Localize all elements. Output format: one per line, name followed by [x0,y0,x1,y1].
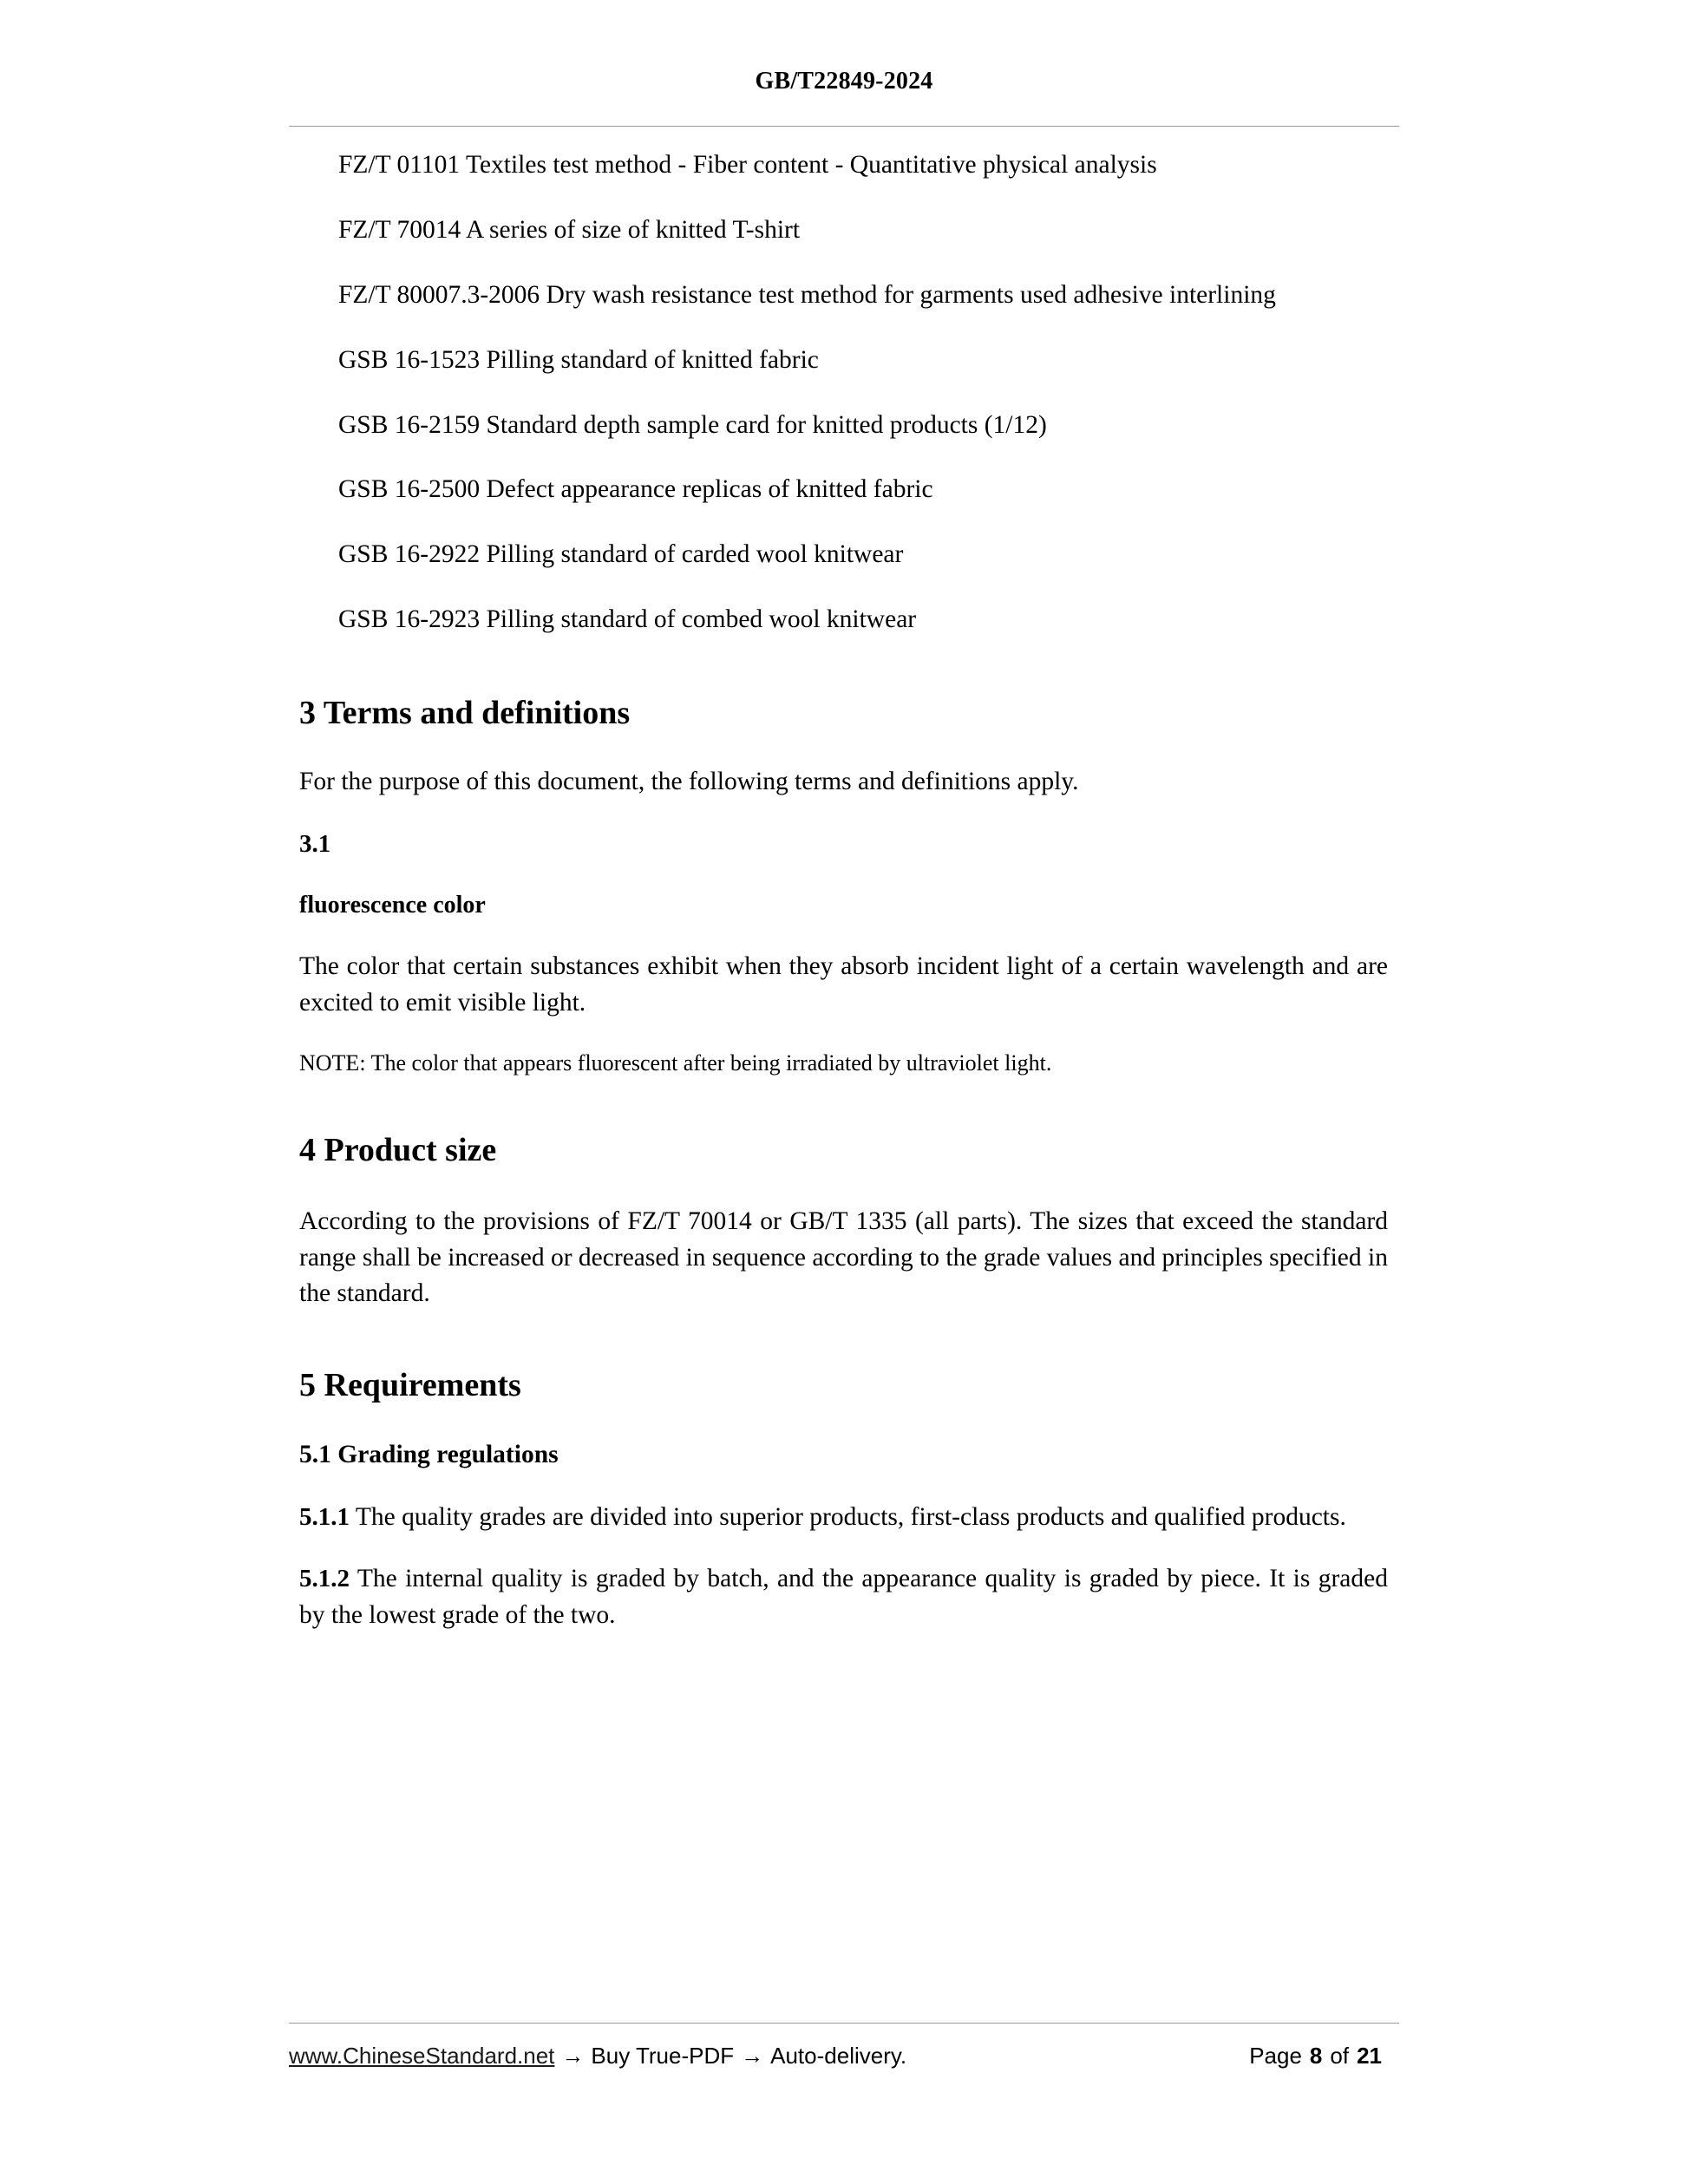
reference-item: GSB 16-2922 Pilling standard of carded wool knitwear [338,540,904,569]
of-label: of [1330,2043,1350,2069]
total-pages: 21 [1357,2043,1382,2069]
clause-number: 5.1.2 [299,1565,350,1593]
clause-number: 5.1.1 [299,1502,350,1531]
term-number: 3.1 [299,830,331,859]
reference-item: GSB 16-2923 Pilling standard of combed wool knitwear [338,605,917,634]
reference-item: FZ/T 01101 Textiles test method - Fiber content - Quantitative physical analysis [338,151,1157,179]
clause-5-1-2 [299,1561,1388,1634]
section-heading-requirements: 5 Requirements [299,1367,521,1404]
clause-text: The internal quality is graded by batch, and the appearance quality is graded by piece. It is graded by the lowest grade of the two. [299,1565,1388,1630]
term-definition: The color that certain substances exhibit when they absorb incident light of a certain wavelength and are excited to emit visible light. [299,952,1388,1017]
reference-item: GSB 16-1523 Pilling standard of knitted fabric [338,345,819,374]
reference-item: FZ/T 70014 A series of size of knitted T-shirt [338,215,801,244]
clause-text: The quality grades are divided into superior products, first-class products and qualified products. [350,1502,1346,1531]
page-number: 8 [1309,2043,1323,2069]
reference-item: GSB 16-2159 Standard depth sample card for knitted products (1/12) [338,410,1047,439]
terms-intro-paragraph: For the purpose of this document, the following terms and definitions apply. [299,768,1079,796]
reference-item: FZ/T 80007.3-2006 Dry wash resistance test method for garments used adhesive interlining [338,280,1276,309]
product-size-paragraph: According to the provisions of FZ/T 70014 or GB/T 1335 (all parts). The sizes that exceed the standard range shall be increased or decreased in sequence according to the grade values and principles specified in the standard. [299,1206,1388,1308]
standard-number: GB/T22849-2024 [755,68,933,95]
page-label: Page [1249,2043,1302,2069]
buy-label: Buy True-PDF [591,2043,735,2069]
website-link[interactable]: www.ChineseStandard.net [289,2043,555,2069]
subsection-heading-grading: 5.1 Grading regulations [299,1440,559,1468]
footer-left-group [289,2043,906,2070]
clause-5-1-1 [299,1500,1388,1536]
page-content [299,147,1388,1660]
term-name: fluorescence color [299,892,486,919]
section-heading-terms: 3 Terms and definitions [299,695,631,731]
footer-divider [289,2023,1399,2024]
page-header [289,68,1399,95]
arrow-right-icon: → [741,2043,764,2069]
section-heading-product-size: 4 Product size [299,1132,497,1169]
page-footer [289,2043,1399,2070]
header-divider [289,126,1399,127]
arrow-right-icon: → [561,2043,585,2069]
page-indicator [1249,2043,1399,2070]
delivery-label: Auto-delivery. [770,2043,907,2069]
reference-item: GSB 16-2500 Defect appearance replicas of knitted fabric [338,475,933,504]
term-note: NOTE: The color that appears fluorescent after being irradiated by ultraviolet light. [299,1049,1052,1076]
